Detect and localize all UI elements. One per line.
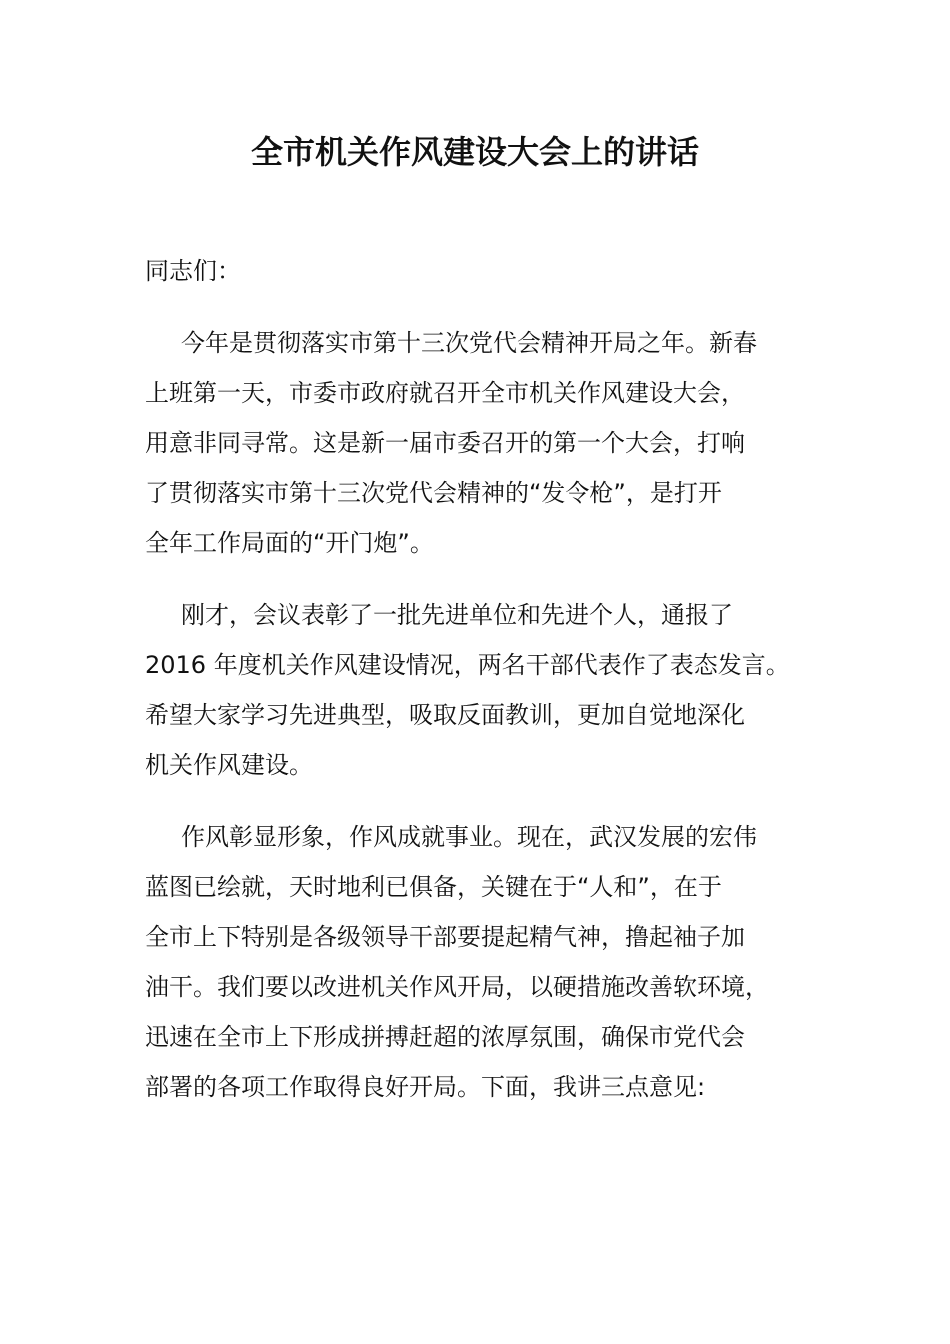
paragraph-1: [145, 318, 845, 568]
paragraph-line: 全年工作局面的“开门炮”。: [145, 529, 434, 557]
paragraph-line: 迅速在全市上下形成拼搏赶超的浓厚氛围，确保市党代会: [145, 1023, 745, 1051]
salutation: 同志们：: [145, 257, 241, 285]
paragraph-line: 油干。我们要以改进机关作风开局，以硬措施改善软环境，: [145, 973, 769, 1001]
paragraph-2: [145, 590, 845, 790]
paragraph-3: [145, 812, 845, 1112]
paragraph-line: 上班第一天，市委市政府就召开全市机关作风建设大会，: [145, 379, 745, 407]
paragraph-line: 全市上下特别是各级领导干部要提起精气神，撸起袖子加: [145, 923, 745, 951]
paragraph-line: 今年是贯彻落实市第十三次党代会精神开局之年。新春: [181, 329, 757, 357]
paragraph-line: 作风彰显形象，作风成就事业。现在，武汉发展的宏伟: [181, 823, 757, 851]
paragraph-line: 刚才，会议表彰了一批先进单位和先进个人，通报了: [181, 601, 733, 629]
paragraph-line: 希望大家学习先进典型，吸取反面教训，更加自觉地深化: [145, 701, 745, 729]
paragraph-line: 了贯彻落实市第十三次党代会精神的“发令枪”，是打开: [145, 479, 722, 507]
paragraph-line: 机关作风建设。: [145, 751, 313, 779]
paragraph-line: 2016 年度机关作风建设情况，两名干部代表作了表态发言。: [145, 651, 790, 679]
paragraph-line: 蓝图已绘就，天时地利已俱备，关键在于“人和”，在于: [145, 873, 722, 901]
document-title: 全市机关作风建设大会上的讲话: [250, 133, 699, 171]
paragraph-line: 用意非同寻常。这是新一届市委召开的第一个大会，打响: [145, 429, 745, 457]
paragraph-line: 部署的各项工作取得良好开局。下面，我讲三点意见:: [145, 1073, 706, 1101]
